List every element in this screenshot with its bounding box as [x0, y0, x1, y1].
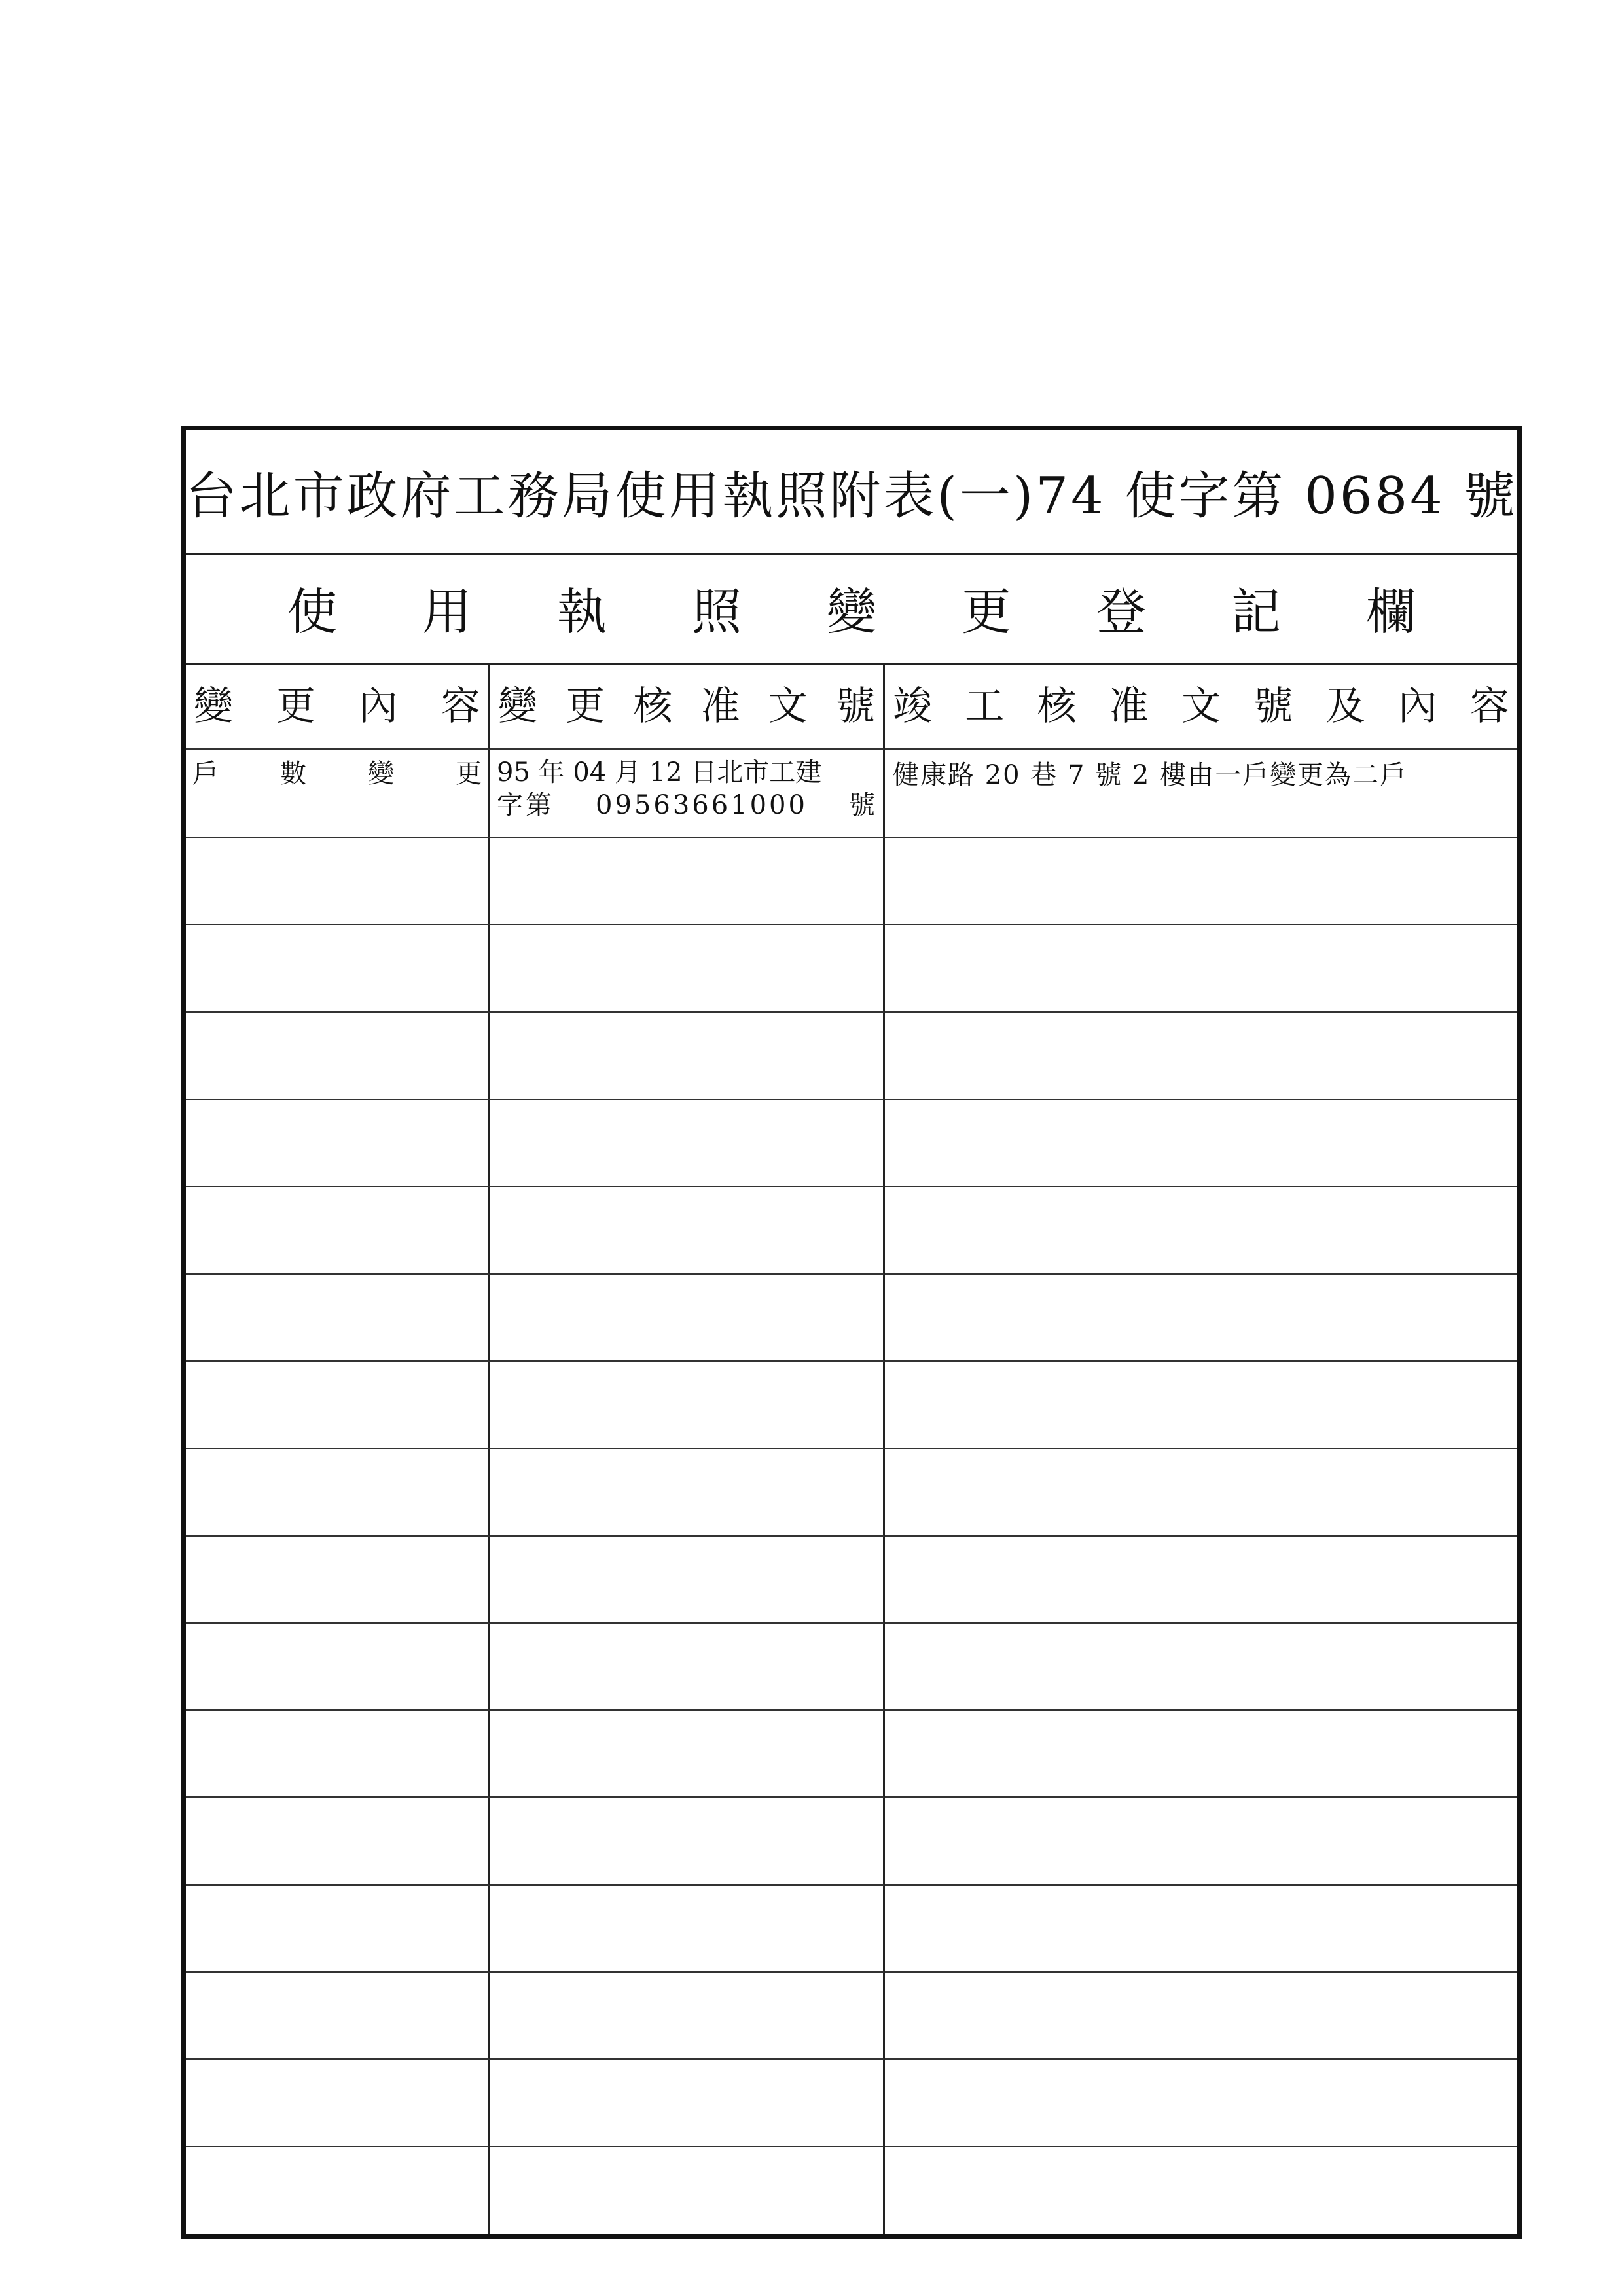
empty-cell: [186, 1449, 490, 1536]
empty-cell: [490, 1973, 885, 2060]
empty-cell: [186, 925, 490, 1012]
entry-change-content: 戶 數 變 更: [186, 750, 490, 838]
empty-cell: [186, 2060, 490, 2147]
section-title-char: 欄: [1366, 583, 1416, 641]
empty-cell: [490, 1624, 885, 1711]
section-title-char: 更: [962, 583, 1011, 641]
empty-cell: [490, 1275, 885, 1362]
empty-cell: [186, 1275, 490, 1362]
empty-cell: [885, 1537, 1517, 1624]
approval-line-1: 95 年 04 月 12 日北市工建: [497, 757, 822, 788]
empty-cell: [490, 1537, 885, 1624]
section-title-char: 執: [557, 583, 607, 641]
section-title-char: 使: [287, 583, 337, 641]
empty-cell: [885, 925, 1517, 1012]
empty-cell: [885, 1013, 1517, 1100]
header-change-content: 變 更 內 容: [186, 665, 490, 750]
empty-cell: [490, 1013, 885, 1100]
empty-cell: [885, 838, 1517, 925]
empty-cell: [885, 1624, 1517, 1711]
empty-cell: [186, 1798, 490, 1885]
empty-cell: [186, 1624, 490, 1711]
empty-cell: [186, 1187, 490, 1274]
empty-cell: [490, 2147, 885, 2234]
empty-cell: [186, 2147, 490, 2234]
header-approval-doc-no: 變 更 核 准 文 號: [490, 665, 885, 750]
entry-approval-doc-no: [490, 750, 885, 838]
empty-cell: [490, 1362, 885, 1449]
empty-cell: [186, 838, 490, 925]
empty-cell: [186, 1886, 490, 1973]
empty-cell: [490, 2060, 885, 2147]
empty-cell: [885, 1886, 1517, 1973]
empty-cell: [885, 1187, 1517, 1274]
empty-cell: [885, 1275, 1517, 1362]
section-title-char: 登: [1096, 583, 1146, 641]
empty-cell: [186, 1711, 490, 1798]
empty-cell: [490, 925, 885, 1012]
empty-cell: [186, 1537, 490, 1624]
empty-cell: [885, 1798, 1517, 1885]
section-title-char: 變: [827, 583, 876, 641]
empty-cell: [885, 1711, 1517, 1798]
empty-cell: [490, 1100, 885, 1187]
empty-cell: [490, 1711, 885, 1798]
empty-cell: [490, 838, 885, 925]
section-title-char: 記: [1231, 583, 1281, 641]
empty-cell: [186, 1362, 490, 1449]
section-title-char: 照: [692, 583, 742, 641]
empty-cell: [885, 2147, 1517, 2234]
empty-cell: [490, 1798, 885, 1885]
empty-cell: [490, 1886, 885, 1973]
section-title-char: 用: [422, 583, 472, 641]
empty-cell: [186, 1100, 490, 1187]
entry-completion: 健康路 20 巷 7 號 2 樓由一戶變更為二戶: [885, 750, 1517, 838]
empty-cell: [186, 1973, 490, 2060]
approval-line-2: 字第 09563661000 號: [497, 790, 878, 820]
empty-cell: [885, 1362, 1517, 1449]
empty-cell: [885, 1973, 1517, 2060]
section-title: [186, 553, 1517, 665]
header-completion-doc-no: 竣 工 核 准 文 號 及 內 容: [885, 665, 1517, 750]
empty-cell: [885, 1100, 1517, 1187]
empty-cell: [186, 1013, 490, 1100]
registration-table: [186, 665, 1517, 2234]
empty-cell: [490, 1449, 885, 1536]
form-title: 台北市政府工務局使用執照附表(一)74 使字第 0684 號: [186, 430, 1517, 555]
empty-cell: [885, 2060, 1517, 2147]
empty-cell: [885, 1449, 1517, 1536]
permit-form: [181, 426, 1522, 2239]
empty-cell: [490, 1187, 885, 1274]
